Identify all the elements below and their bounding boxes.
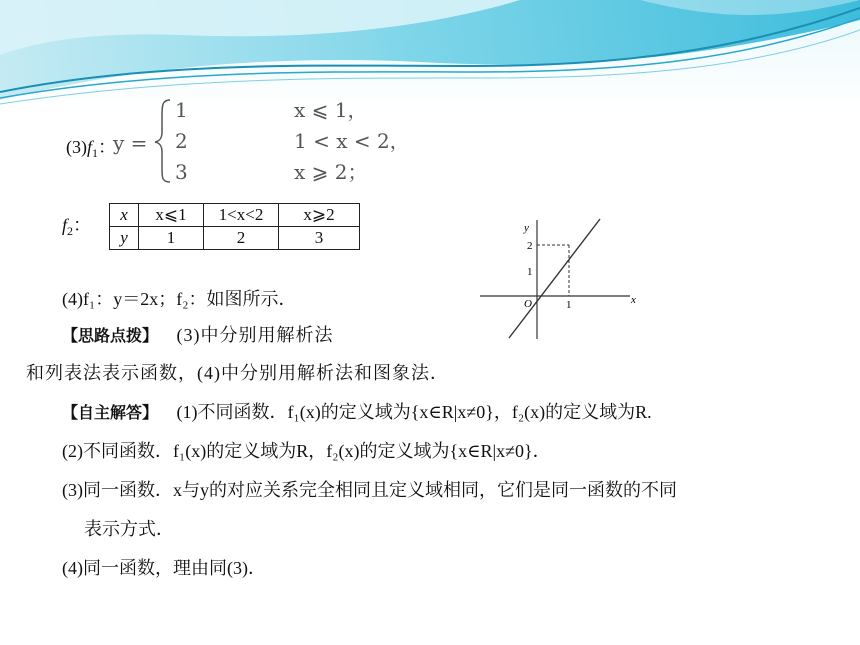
case-condition-1: x ⩽ 1， <box>294 98 368 122</box>
case-condition-3: x ⩾ 2； <box>294 160 368 184</box>
answer-1-text: (1)不同函数．f₁(x)的定义域为{x∈R|x≠0}，f₂(x)的定义域为R. <box>176 402 652 422</box>
table-cell: x <box>110 204 139 227</box>
answer-label: 【自主解答】 <box>62 403 159 422</box>
hint-line <box>62 324 334 347</box>
piecewise-brace <box>152 96 174 186</box>
table-cell: x⩾2 <box>279 204 360 227</box>
f2-value-table <box>109 203 360 250</box>
answer-line-1 <box>62 401 652 424</box>
answer-line-2: (2)不同函数．f₁(x)的定义域为R，f₂(x)的定义域为{x∈R|x≠0}． <box>62 441 551 461</box>
case-value-2: 2 <box>175 129 188 153</box>
answer-line-3-cont: 表示方式． <box>84 519 174 539</box>
table-row <box>110 204 360 227</box>
hint-text: (3)中分别用解析法 <box>176 325 334 345</box>
piecewise-y-eq: y = <box>113 131 148 155</box>
part3-prefix: (3) <box>66 137 87 157</box>
table-cell: 1<x<2 <box>204 204 279 227</box>
line-part4: (4)f₁：y＝2x；f₂：如图所示． <box>62 289 297 309</box>
x-tick-1: 1 <box>566 299 572 311</box>
f2-func: f <box>62 215 68 235</box>
graph-line <box>509 219 600 338</box>
table-cell: x⩽1 <box>139 204 204 227</box>
function-graph <box>478 214 643 344</box>
y-tick-1: 1 <box>527 266 533 278</box>
table-cell: 1 <box>139 227 204 250</box>
part3-label <box>66 136 116 164</box>
y-axis-label: y <box>524 222 529 234</box>
part3-colon: ： <box>98 137 117 157</box>
answer-line-4: (4)同一函数，理由同(3)． <box>62 558 266 578</box>
hint-continuation: 和列表法表示函数，(4)中分别用解析法和图象法． <box>26 363 449 383</box>
table-cell: y <box>110 227 139 250</box>
f2-label <box>62 214 91 242</box>
origin-label: O <box>524 298 532 310</box>
part3-func: f <box>87 137 93 157</box>
hint-label: 【思路点拨】 <box>62 326 159 345</box>
case-condition-2: 1 < x < 2， <box>294 129 410 153</box>
table-row <box>110 227 360 250</box>
f2-colon: ： <box>73 215 92 235</box>
f2-func-sub: 2 <box>67 224 74 238</box>
header-wave-banner <box>0 0 860 110</box>
case-value-1: 1 <box>175 98 188 122</box>
y-tick-2: 2 <box>527 240 533 252</box>
part3-func-sub: 1 <box>92 146 99 160</box>
case-value-3: 3 <box>175 160 188 184</box>
table-cell: 3 <box>279 227 360 250</box>
answer-line-3: (3)同一函数．x与y的对应关系完全相同且定义域相同，它们是同一函数的不同 <box>62 480 677 500</box>
x-axis-label: x <box>631 294 636 306</box>
table-cell: 2 <box>204 227 279 250</box>
